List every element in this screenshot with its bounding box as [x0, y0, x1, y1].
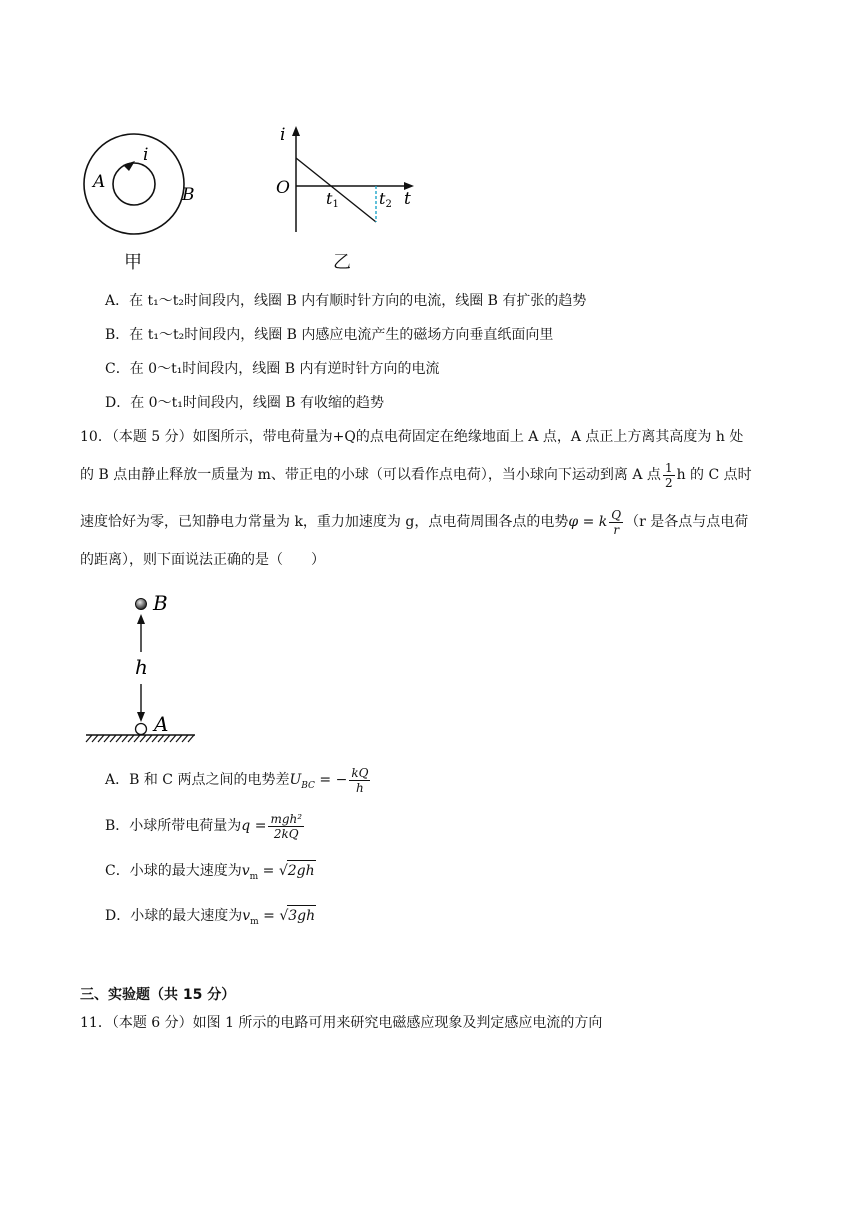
q10-line-2: 的 B 点由静止释放一质量为 m、带正电的小球（可以看作点电荷），当小球向下运动到离 A 点 $\frac{1}{2}$ h 的 C 点时: [80, 460, 752, 490]
section-3-heading: 三、实验题（共 15 分）: [80, 987, 236, 1003]
option-b-fraction: $\frac{\text{mgh²}}{2kQ}$: [270, 811, 303, 841]
t-axis-label: t: [404, 189, 411, 209]
up-arrow-icon: [137, 614, 145, 624]
t2-label: t2: [379, 189, 392, 210]
point-B-label: B: [153, 591, 168, 615]
q10-option-a: A．B 和 C 两点之间的电势差$U_{BC}$ = − $\frac{kQ}{h}$: [105, 765, 369, 795]
origin-label: O: [276, 178, 290, 198]
coil-B-label: B: [182, 185, 195, 205]
t1-label: t1: [326, 189, 339, 210]
figure-current-time-graph: [270, 120, 430, 240]
i-axis-label: i: [280, 125, 286, 145]
figure-caption-yi: 乙: [333, 252, 351, 273]
q10-option-d: D．小球的最大速度为$v_m = √3gh$: [105, 905, 316, 932]
potential-fraction: $\frac{Q}{r}$: [611, 507, 622, 537]
figure-charge-diagram: [80, 590, 210, 750]
figure-caption-jia: 甲: [124, 252, 142, 273]
down-arrow-icon: [137, 712, 145, 722]
ground-hatching: [86, 735, 194, 742]
q10-option-c: C．小球的最大速度为$v_m = √2gh$: [105, 860, 316, 887]
q10-line-4: 的距离），则下面说法正确的是（ ）: [80, 552, 325, 568]
charge-A-icon: [136, 724, 147, 735]
coil-A-circle: [113, 163, 155, 205]
option-a-fraction: $\frac{kQ}{h}$: [351, 765, 369, 795]
q10-line-1: 10．（本题 5 分）如图所示，带电荷量为+Q的点电荷固定在绝缘地面上 A 点，A 点正上方离其高度为 h 处: [80, 429, 744, 445]
height-h-label: h: [135, 655, 148, 679]
coil-A-label: A: [93, 172, 106, 192]
q9-option-c: C．在 0～t₁时间段内，线圈 B 内有逆时针方向的电流: [105, 361, 440, 377]
current-line: [296, 158, 376, 222]
half-fraction: $\frac{1}{2}$: [664, 460, 673, 490]
current-arrow-icon: [123, 161, 135, 171]
q9-option-a: A．在 t₁～t₂时间段内，线圈 B 内有顺时针方向的电流，线圈 B 有扩张的趋势: [105, 293, 587, 309]
ball-B-icon: [136, 599, 147, 610]
figure-concentric-coils: [75, 125, 215, 265]
q10-option-b: B．小球所带电荷量为q = $\frac{\text{mgh²}}{2kQ}$: [105, 811, 303, 841]
i-axis-arrow-icon: [292, 126, 300, 136]
q10-line-3: 速度恰好为零，已知静电力常量为 k，重力加速度为 g，点电荷周围各点的电势φ = k $\frac{Q}{r}$ （r 是各点与点电荷: [80, 507, 749, 537]
q9-option-b: B．在 t₁～t₂时间段内，线圈 B 内感应电流产生的磁场方向垂直纸面向里: [105, 327, 554, 343]
point-A-label: A: [154, 712, 169, 736]
current-i-label: i: [143, 145, 149, 165]
q11-line-1: 11．（本题 6 分）如图 1 所示的电路可用来研究电磁感应现象及判定感应电流的方向: [80, 1015, 603, 1031]
q9-option-d: D．在 0～t₁时间段内，线圈 B 有收缩的趋势: [105, 395, 385, 411]
